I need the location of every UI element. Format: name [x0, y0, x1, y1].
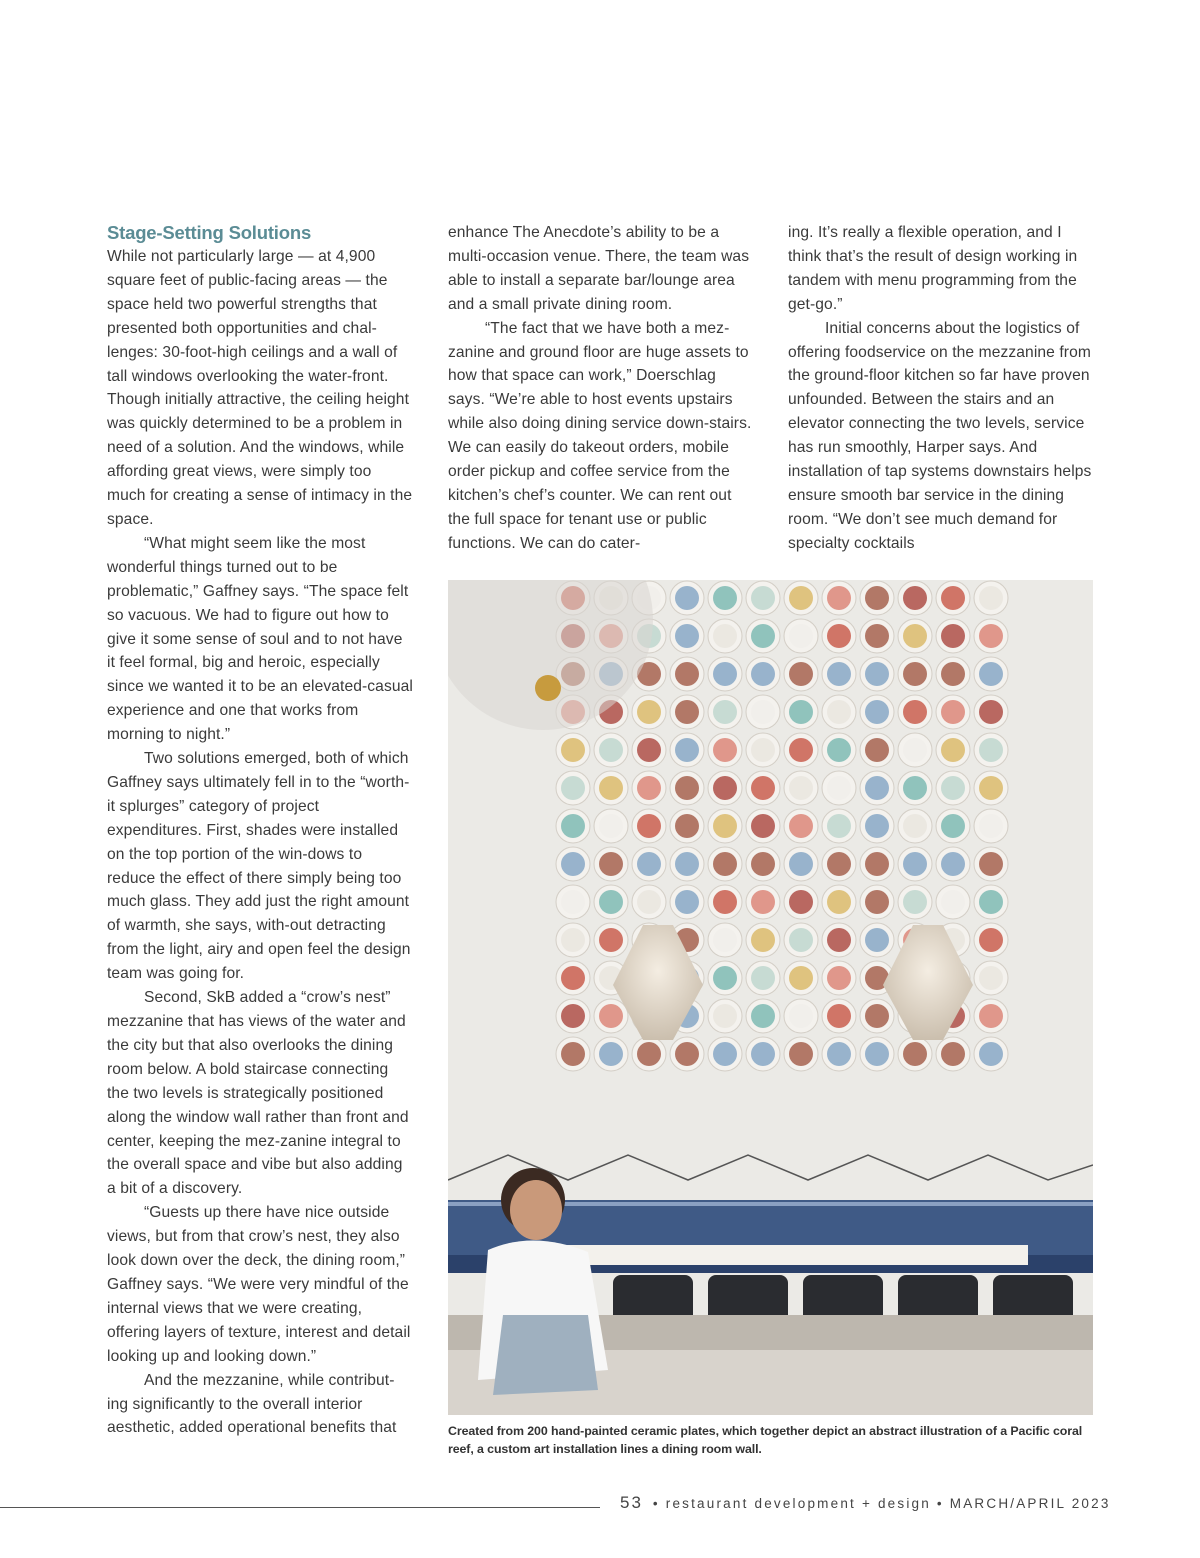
plate-pattern [827, 586, 851, 610]
plate-pattern [713, 1042, 737, 1066]
plate-pattern [827, 928, 851, 952]
paragraph: Two solutions emerged, both of which Gaffney says ultimately fell in to the “worth-it splurges” category of project expenditures. First, shades were installed on the top portion of the win-dows to reduce the effect of there simply being too much glass. They add just the right amount of warmth, she says, with-out detracting from the light, airy and open feel the design team was going for. [107, 750, 411, 983]
plate-pattern [941, 890, 965, 914]
plate-pattern [979, 1042, 1003, 1066]
plate-pattern [751, 662, 775, 686]
plate-pattern [751, 966, 775, 990]
plate-pattern [751, 586, 775, 610]
plate-pattern [979, 738, 1003, 762]
plate-pattern [561, 928, 585, 952]
paragraph: ing. It’s really a flexible operation, and I think that’s the result of design working in tandem with menu programming from the get-go.” [788, 224, 1078, 313]
plate-pattern [637, 776, 661, 800]
plate-pattern [599, 814, 623, 838]
plate-pattern [751, 1042, 775, 1066]
footer-rule [0, 1507, 600, 1508]
plate-pattern [827, 624, 851, 648]
plate-pattern [713, 586, 737, 610]
plate-pattern [751, 738, 775, 762]
plate-pattern [865, 776, 889, 800]
plate-pattern [979, 776, 1003, 800]
publication-info: • restaurant development + design • MARCH/APRIL 2023 [652, 1496, 1111, 1511]
plate-pattern [599, 890, 623, 914]
plate-pattern [713, 928, 737, 952]
plate-pattern [789, 852, 813, 876]
plate-pattern [941, 662, 965, 686]
plate-pattern [865, 890, 889, 914]
plate-pattern [941, 624, 965, 648]
plate-pattern [903, 738, 927, 762]
plate-pattern [675, 852, 699, 876]
plate-pattern [599, 738, 623, 762]
plate-pattern [827, 700, 851, 724]
plate-pattern [979, 586, 1003, 610]
plate-pattern [561, 814, 585, 838]
plate-pattern [751, 776, 775, 800]
plate-pattern [789, 966, 813, 990]
plate-pattern [751, 928, 775, 952]
plate-pattern [675, 738, 699, 762]
plate-pattern [865, 662, 889, 686]
plate-pattern [941, 852, 965, 876]
plate-pattern [637, 738, 661, 762]
paragraph: Second, SkB added a “crow’s nest” mezzanine that has views of the water and the city but that also overlooks the dining room below. A bold staircase connecting the two levels is strategically positioned along the window wall rather than front and center, keeping the mez-zanine integral to the overall space and vibe but also adding a bit of a discovery. [107, 989, 409, 1198]
plate-pattern [751, 814, 775, 838]
plate-pattern [979, 966, 1003, 990]
page-footer [620, 1493, 1111, 1513]
plate-pattern [979, 662, 1003, 686]
plate-pattern [827, 852, 851, 876]
paragraph: “The fact that we have both a mez-zanine and ground floor are huge assets to how that space can work,” Doerschlag says. “We’re able to host events upstairs while also doing dining service down-stairs. We can easily do takeout orders, mobile order pickup and coffee service from the kitchen’s chef’s counter. We can rent out the full space for tenant use or public functions. We can do cater- [448, 319, 752, 552]
plate-pattern [751, 1004, 775, 1028]
plate-pattern [865, 700, 889, 724]
plate-pattern [865, 738, 889, 762]
page-number: 53 [620, 1493, 643, 1512]
plate-pattern [827, 966, 851, 990]
plate-wall-illustration [448, 580, 1093, 1415]
plate-pattern [713, 738, 737, 762]
plate-pattern [941, 814, 965, 838]
plate-pattern [713, 662, 737, 686]
plate-pattern [713, 852, 737, 876]
plate-pattern [865, 1042, 889, 1066]
paragraph: “Guests up there have nice outside views, but from that crow’s nest, they also look down over the deck, the dining room,” Gaffney says. “We were very mindful of the internal views that we were creating, offering layers of texture, interest and detail looking up and looking down.” [107, 1204, 411, 1365]
plate-pattern [599, 852, 623, 876]
plate-pattern [675, 586, 699, 610]
plate-pattern [979, 624, 1003, 648]
plate-pattern [789, 586, 813, 610]
plate-pattern [561, 776, 585, 800]
plate-pattern [675, 662, 699, 686]
plate-pattern [637, 814, 661, 838]
paragraph: While not particularly large — at 4,900 square feet of public-facing areas — the space held two powerful strengths that presented both opportunities and chal-lenges: 30-foot-high ceilings and a wall of tall windows overlooking the water-front. Though initially attractive, the ceiling height was quickly determined to be a problem in need of a solution. And the windows, while affording great views, were simply too much for creating a sense of intimacy in the space. [107, 248, 413, 528]
plate-pattern [713, 814, 737, 838]
plate-pattern [675, 624, 699, 648]
plate-pattern [637, 890, 661, 914]
plate-pattern [713, 1004, 737, 1028]
plate-pattern [751, 624, 775, 648]
plate-pattern [599, 776, 623, 800]
plate-pattern [827, 1004, 851, 1028]
plate-pattern [979, 928, 1003, 952]
plate-pattern [865, 1004, 889, 1028]
plate-pattern [751, 852, 775, 876]
plate-pattern [979, 1004, 1003, 1028]
paragraph: enhance The Anecdote’s ability to be a multi-occasion venue. There, the team was able to install a separate bar/lounge area and a small private dining room. [448, 224, 750, 313]
plate-pattern [675, 776, 699, 800]
plate-pattern [789, 1042, 813, 1066]
plate-pattern [637, 700, 661, 724]
plate-pattern [903, 700, 927, 724]
plate-pattern [903, 624, 927, 648]
plate-pattern [751, 890, 775, 914]
plate-pattern [675, 700, 699, 724]
paragraph: “What might seem like the most wonderful things turned out to be problematic,” Gaffney says. “The space felt so vacuous. We had to figure out how to give it some sense of soul and to not have it feel formal, big and heroic, especially since we wanted it to be an elevated-casual experience and one that works from morning to night.” [107, 534, 413, 744]
plate-pattern [903, 662, 927, 686]
plate-pattern [865, 814, 889, 838]
plate-pattern [789, 928, 813, 952]
paragraph: And the mezzanine, while contribut-ing significantly to the overall interior aesthetic, added operational benefits that [107, 1371, 397, 1437]
plate-pattern [941, 586, 965, 610]
plate-pattern [941, 1042, 965, 1066]
plate-pattern [941, 776, 965, 800]
plate-pattern [903, 776, 927, 800]
plate-pattern [903, 1042, 927, 1066]
plate-pattern [789, 738, 813, 762]
plate-pattern [789, 890, 813, 914]
plate-pattern [713, 776, 737, 800]
plate-pattern [827, 1042, 851, 1066]
plate-pattern [561, 1004, 585, 1028]
plate-pattern [713, 624, 737, 648]
chef-face [510, 1180, 562, 1240]
dining-table [558, 1245, 1028, 1265]
brass-fixture [535, 675, 561, 701]
plate-pattern [599, 1004, 623, 1028]
plate-pattern [561, 890, 585, 914]
plate-pattern [827, 776, 851, 800]
plate-pattern [789, 814, 813, 838]
plate-pattern [827, 738, 851, 762]
dining-room-photo [448, 580, 1093, 1415]
plate-pattern [789, 1004, 813, 1028]
plate-pattern [789, 700, 813, 724]
plate-pattern [713, 700, 737, 724]
plate-pattern [827, 662, 851, 686]
plate-pattern [865, 586, 889, 610]
plate-pattern [827, 814, 851, 838]
plate-pattern [865, 624, 889, 648]
photo-caption: Created from 200 hand-painted ceramic plates, which together depict an abstract illustration of a Pacific coral reef, a custom art installation lines a dining room wall. [448, 1424, 1083, 1456]
plate-pattern [941, 738, 965, 762]
plate-pattern [713, 966, 737, 990]
plate-pattern [713, 890, 737, 914]
plate-pattern [561, 1042, 585, 1066]
plate-pattern [979, 814, 1003, 838]
plate-pattern [599, 1042, 623, 1066]
column-2 [448, 221, 754, 556]
plate-pattern [827, 890, 851, 914]
plate-pattern [561, 738, 585, 762]
plate-pattern [865, 928, 889, 952]
plate-pattern [561, 966, 585, 990]
chef-apron [493, 1315, 598, 1395]
plate-pattern [675, 890, 699, 914]
plate-pattern [637, 852, 661, 876]
plate-pattern [637, 1042, 661, 1066]
plate-pattern [561, 852, 585, 876]
column-1 [107, 221, 413, 1440]
plate-pattern [979, 700, 1003, 724]
plate-pattern [979, 852, 1003, 876]
plate-pattern [675, 814, 699, 838]
column-3 [788, 221, 1094, 556]
plate-pattern [903, 586, 927, 610]
plate-pattern [751, 700, 775, 724]
plate-pattern [941, 700, 965, 724]
section-heading: Stage-Setting Solutions [107, 222, 312, 243]
plate-pattern [789, 624, 813, 648]
plate-pattern [903, 814, 927, 838]
plate-pattern [865, 852, 889, 876]
plate-pattern [903, 852, 927, 876]
plate-pattern [903, 890, 927, 914]
plate-pattern [979, 890, 1003, 914]
plate-pattern [599, 928, 623, 952]
plate-pattern [675, 1042, 699, 1066]
paragraph: Initial concerns about the logistics of offering foodservice on the mezzanine from the ground-floor kitchen so far have proven unfounded. Between the stairs and an elevator connecting the two levels, service has run smoothly, Harper says. And installation of tap systems downstairs helps ensure smooth bar service in the dining room. “We don’t see much demand for specialty cocktails [788, 319, 1092, 552]
plate-pattern [789, 776, 813, 800]
plate-pattern [789, 662, 813, 686]
